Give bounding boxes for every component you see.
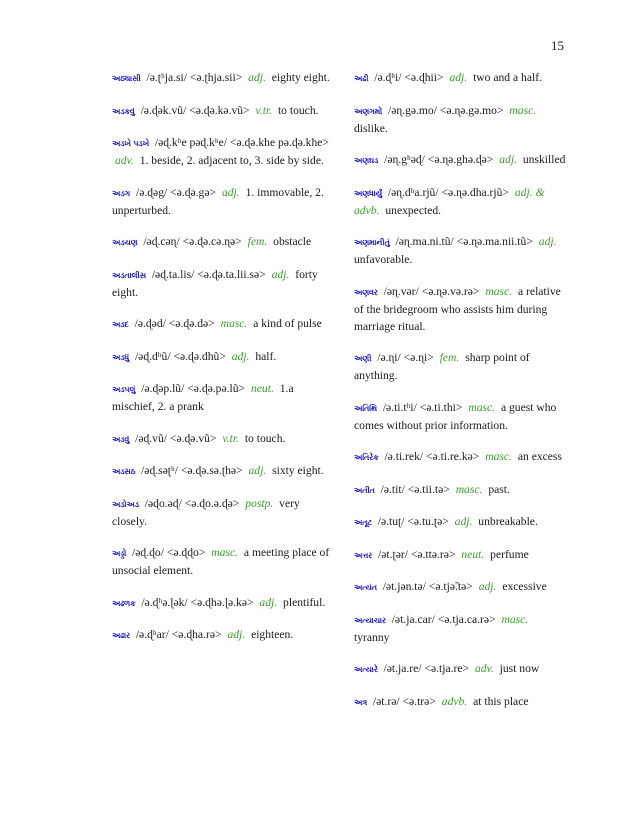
- dictionary-entry: [112, 626, 330, 644]
- entry-transliteration: <ə.ɳə.dha.rjũ>: [441, 185, 509, 199]
- entry-ipa: /ə.ɖʰə.ɭək/: [141, 595, 188, 609]
- dictionary-entry: [354, 399, 566, 434]
- entry-definition: half.: [255, 349, 277, 363]
- dictionary-entry: [354, 151, 566, 169]
- entry-headword: અત્યાચાર: [354, 615, 386, 625]
- entry-definition: unfavorable.: [354, 253, 413, 266]
- entry-definition: tyranny: [354, 630, 390, 644]
- entry-ipa: /əɳ.dʰa.rjũ/: [387, 185, 439, 199]
- entry-definition: past.: [488, 482, 510, 496]
- dictionary-entry: [112, 380, 330, 415]
- entry-part-of-speech: masc.: [220, 317, 248, 330]
- entry-part-of-speech: advb.: [441, 694, 468, 708]
- entry-definition: unbreakable.: [478, 515, 538, 528]
- entry-part-of-speech: masc.: [485, 450, 512, 463]
- entry-headword: અઢી: [354, 74, 369, 83]
- entry-ipa: /əɳ.ma.ni.tũ/: [395, 235, 454, 248]
- entry-ipa: /ə.ɖəp.lũ/: [141, 382, 185, 395]
- entry-ipa: /ət.ʈər/: [378, 547, 408, 561]
- entry-headword: અડધું: [112, 352, 130, 362]
- entry-transliteration: <ə.tja.ca.rə>: [437, 612, 496, 626]
- entry-definition: a kind of pulse: [253, 317, 322, 330]
- entry-transliteration: <ə.ɖə.ta.lii.sə>: [197, 267, 266, 281]
- entry-part-of-speech: fem.: [439, 351, 460, 364]
- entry-definition: 1. beside, 2. adjacent to, 3. side by side.: [139, 154, 324, 167]
- entry-ipa: /əɳ.gʰəɖ/: [384, 153, 425, 166]
- entry-headword: અડપલું: [112, 385, 136, 394]
- entry-headword: અડવું: [112, 434, 130, 444]
- dictionary-entry: [354, 513, 566, 531]
- entry-ipa: /ə.ti.tʰi/: [382, 400, 417, 414]
- entry-ipa: /ət.rə/: [372, 694, 400, 708]
- dictionary-entry: [112, 315, 330, 333]
- entry-headword: અઠ્યાસી: [112, 74, 141, 83]
- entry-part-of-speech: v.tr.: [255, 103, 273, 117]
- entry-headword: અત્ર: [354, 697, 367, 707]
- entry-definition: unskilled: [522, 153, 566, 166]
- entry-transliteration: <ə.tii.tə>: [407, 482, 450, 496]
- entry-headword: અતિથિ: [354, 403, 377, 413]
- entry-definition: a relative of the bridegroom who assists him during marriage ritual.: [354, 284, 561, 333]
- entry-transliteration: <ə.ti.re.kə>: [426, 450, 480, 463]
- entry-definition: a guest who comes without prior information.: [354, 400, 557, 432]
- entry-definition: a meeting place of unsocial element.: [112, 546, 330, 577]
- entry-transliteration: <ə.ɖə.cə.ɳə>: [182, 235, 242, 248]
- dictionary-entry: [112, 544, 330, 579]
- dictionary-entry: [354, 660, 566, 678]
- entry-ipa: /əɳ.vər/: [383, 284, 419, 298]
- entry-transliteration: <ə.ɖə.dhũ>: [173, 349, 226, 363]
- entry-headword: અણધાર્યું: [354, 188, 382, 198]
- entry-headword: અણમાનીતું: [354, 238, 390, 247]
- entry-part-of-speech: v.tr.: [222, 431, 239, 445]
- entry-part-of-speech: adj.: [478, 580, 497, 593]
- entry-transliteration: <ə.ɖə.kə.vũ>: [189, 103, 250, 117]
- dictionary-entry: [112, 233, 330, 251]
- entry-ipa: /əɳ.gə.mo/: [388, 103, 437, 117]
- entry-headword: અડકવું: [112, 106, 135, 116]
- entry-definition: 1.a mischief, 2. a prank: [112, 382, 294, 413]
- entry-part-of-speech: adv.: [115, 154, 134, 167]
- dictionary-entry: [354, 611, 566, 646]
- entry-ipa: /ə.ɖək.vũ/: [140, 103, 187, 117]
- entry-headword: અડતાલીસ: [112, 270, 146, 280]
- entry-transliteration: <ə.tu.ʈə>: [407, 515, 449, 528]
- entry-transliteration: <ə.ɖə.vũ>: [169, 431, 217, 445]
- entry-part-of-speech: masc.: [485, 284, 513, 298]
- entry-headword: અણઘડ: [354, 156, 379, 165]
- entry-transliteration: <ə.ɖə.sə.ʈhə>: [180, 464, 243, 477]
- entry-ipa: /ə.ɖəd/: [134, 317, 166, 330]
- entry-headword: અણગમો: [354, 106, 383, 116]
- page-number: 15: [551, 38, 564, 53]
- dictionary-entry: [354, 546, 566, 564]
- entry-headword: અડખે પડખે: [112, 139, 149, 148]
- entry-transliteration: <ə.ɳə.gə.mo>: [439, 103, 504, 117]
- entry-part-of-speech: neut.: [461, 547, 485, 561]
- entry-ipa: /ət.jən.tə/: [382, 580, 426, 593]
- entry-part-of-speech: postp.: [245, 496, 274, 510]
- dictionary-entry: [112, 495, 330, 530]
- entry-part-of-speech: adj.: [449, 71, 468, 84]
- entry-definition: eighty eight.: [271, 71, 330, 84]
- entry-part-of-speech: adj.: [259, 595, 278, 609]
- dictionary-entry: [112, 594, 330, 612]
- dictionary-entry: [354, 578, 566, 596]
- entry-ipa: /əɖ.kʰe pəɖ.kʰe/: [154, 136, 228, 149]
- entry-headword: અતીત: [354, 485, 375, 495]
- entry-definition: to touch.: [244, 431, 286, 445]
- left-column: [112, 69, 330, 659]
- entry-part-of-speech: masc.: [501, 612, 529, 626]
- dictionary-entry: [354, 481, 566, 499]
- entry-ipa: /ə.ɖʰi/: [374, 71, 402, 84]
- dictionary-entry: [112, 184, 330, 219]
- entry-ipa: /ə.ɖʰar/: [135, 628, 169, 641]
- entry-ipa: /əɖ.vũ/: [135, 431, 168, 445]
- entry-headword: અડસઠ: [112, 467, 136, 476]
- entry-definition: forty eight.: [112, 267, 318, 299]
- entry-ipa: /əɖ.səʈʰ/: [141, 464, 178, 477]
- entry-part-of-speech: masc.: [211, 546, 238, 559]
- entry-part-of-speech: neut.: [250, 382, 274, 395]
- entry-definition: perfume: [490, 547, 529, 561]
- entry-definition: plentiful.: [283, 595, 326, 609]
- entry-ipa: /ət.ja.re/: [383, 662, 422, 675]
- entry-transliteration: <ə.tjə̃.tə>: [428, 580, 473, 593]
- entry-transliteration: <ə.ɖə.gə>: [170, 185, 217, 199]
- dictionary-entry: [354, 448, 566, 466]
- entry-part-of-speech: adj. & advb.: [354, 185, 545, 217]
- entry-ipa: /əɖ.ɖo/: [132, 546, 164, 559]
- entry-headword: અત્યારે: [354, 665, 378, 674]
- dictionary-entry: [354, 693, 566, 711]
- entry-headword: અતૂટ: [354, 518, 372, 527]
- entry-headword: અઢળક: [112, 598, 136, 608]
- entry-part-of-speech: adj.: [271, 267, 290, 281]
- dictionary-entry: [112, 348, 330, 366]
- right-column: [354, 69, 566, 725]
- entry-definition: dislike.: [354, 121, 388, 135]
- entry-ipa: /ə.ɖəg/: [135, 185, 168, 199]
- entry-transliteration: <ə.ɳə.və.rə>: [421, 284, 480, 298]
- entry-ipa: /əɖo.əɖ/: [144, 496, 182, 510]
- entry-definition: eighteen.: [251, 628, 294, 641]
- entry-transliteration: <ə.ɖɖo>: [166, 546, 206, 559]
- dictionary-entry: [354, 233, 566, 268]
- entry-ipa: /əɖ.dʰũ/: [134, 349, 171, 363]
- entry-definition: very closely.: [112, 496, 300, 528]
- entry-part-of-speech: adj.: [221, 185, 240, 199]
- entry-part-of-speech: masc.: [455, 482, 483, 496]
- entry-transliteration: <ə.ɳə.ma.nii.tũ>: [456, 235, 533, 248]
- dictionary-entry: [354, 102, 566, 137]
- dictionary-entry: [112, 134, 330, 169]
- dictionary-entry: [354, 283, 566, 335]
- dictionary-entry: [112, 69, 330, 87]
- entry-ipa: /ə.ʈʰja.si/: [146, 71, 187, 84]
- entry-transliteration: <ə.ɳi>: [403, 351, 434, 364]
- entry-headword: અઢાર: [112, 631, 130, 640]
- entry-transliteration: <ə.ɖha.rə>: [171, 628, 222, 641]
- entry-definition: just now: [499, 662, 540, 675]
- entry-headword: અડગ: [112, 188, 131, 198]
- entry-definition: sixty eight.: [272, 464, 324, 477]
- entry-transliteration: <ə.ɖə.pə.lũ>: [187, 382, 246, 395]
- entry-transliteration: <ə.ɖo.ə.ɖə>: [184, 496, 240, 510]
- entry-part-of-speech: adj.: [454, 515, 473, 528]
- dictionary-entry: [112, 462, 330, 480]
- entry-ipa: /əɖ.ta.lis/: [151, 267, 195, 281]
- entry-transliteration: <ə.ɖhə.ɭə.kə>: [190, 595, 254, 609]
- entry-definition: an excess: [517, 450, 562, 463]
- entry-definition: 1. immovable, 2. unperturbed.: [112, 185, 324, 217]
- entry-ipa: /ə.ti.rek/: [384, 450, 424, 463]
- entry-transliteration: <ə.ti.thi>: [419, 400, 463, 414]
- entry-part-of-speech: fem.: [247, 235, 268, 248]
- entry-part-of-speech: adj.: [538, 235, 557, 248]
- entry-transliteration: <ə.ɖhii>: [404, 71, 444, 84]
- entry-definition: unexpected.: [385, 203, 442, 217]
- entry-headword: અત્યંત: [354, 583, 377, 592]
- dictionary-entry: [354, 184, 566, 219]
- entry-headword: અણવર: [354, 287, 378, 297]
- entry-ipa: /ə.ɳi/: [377, 351, 401, 364]
- entry-headword: અડોઅડ: [112, 499, 139, 509]
- entry-ipa: /ə.tit/: [380, 482, 405, 496]
- entry-definition: sharp point of anything.: [354, 351, 530, 382]
- entry-headword: અતિરેક: [354, 453, 379, 462]
- entry-definition: excessive: [502, 580, 547, 593]
- dictionary-entry: [112, 430, 330, 448]
- dictionary-entry: [112, 266, 330, 301]
- entry-ipa: /ə.tuʈ/: [377, 515, 405, 528]
- entry-part-of-speech: adj.: [499, 153, 517, 166]
- entry-part-of-speech: masc.: [468, 400, 496, 414]
- entry-headword: અડદ: [112, 320, 129, 329]
- entry-part-of-speech: adj.: [248, 464, 267, 477]
- entry-headword: અડ્ડો: [112, 549, 127, 558]
- entry-part-of-speech: adj.: [231, 349, 250, 363]
- entry-headword: અડચણ: [112, 238, 138, 247]
- entry-definition: at this place: [473, 694, 529, 708]
- entry-transliteration: <ə.ttə.rə>: [410, 547, 456, 561]
- entry-definition: two and a half.: [473, 71, 542, 84]
- entry-headword: અણી: [354, 354, 372, 363]
- entry-ipa: /ət.ja.car/: [391, 612, 435, 626]
- entry-ipa: /əɖ.cəɳ/: [143, 235, 180, 248]
- entry-transliteration: <ə.ɖə.də>: [168, 317, 215, 330]
- dictionary-entry: [354, 69, 566, 87]
- entry-part-of-speech: adv.: [474, 662, 494, 675]
- entry-transliteration: <ə.ʈhja.sii>: [189, 71, 243, 84]
- entry-transliteration: <ə.ɖə.khe pə.ɖə.khe>: [229, 136, 329, 149]
- entry-headword: અત્તર: [354, 550, 373, 560]
- dictionary-entry: [112, 102, 330, 120]
- entry-part-of-speech: adj.: [227, 628, 246, 641]
- entry-transliteration: <ə.trə>: [402, 694, 436, 708]
- entry-part-of-speech: masc.: [509, 103, 537, 117]
- dictionary-entry: [354, 349, 566, 384]
- entry-transliteration: <ə.tja.re>: [424, 662, 470, 675]
- entry-definition: to touch.: [277, 103, 319, 117]
- entry-part-of-speech: adj.: [248, 71, 266, 84]
- entry-transliteration: <ə.ɳə.ghə.ɖə>: [427, 153, 494, 166]
- entry-definition: obstacle: [273, 235, 312, 248]
